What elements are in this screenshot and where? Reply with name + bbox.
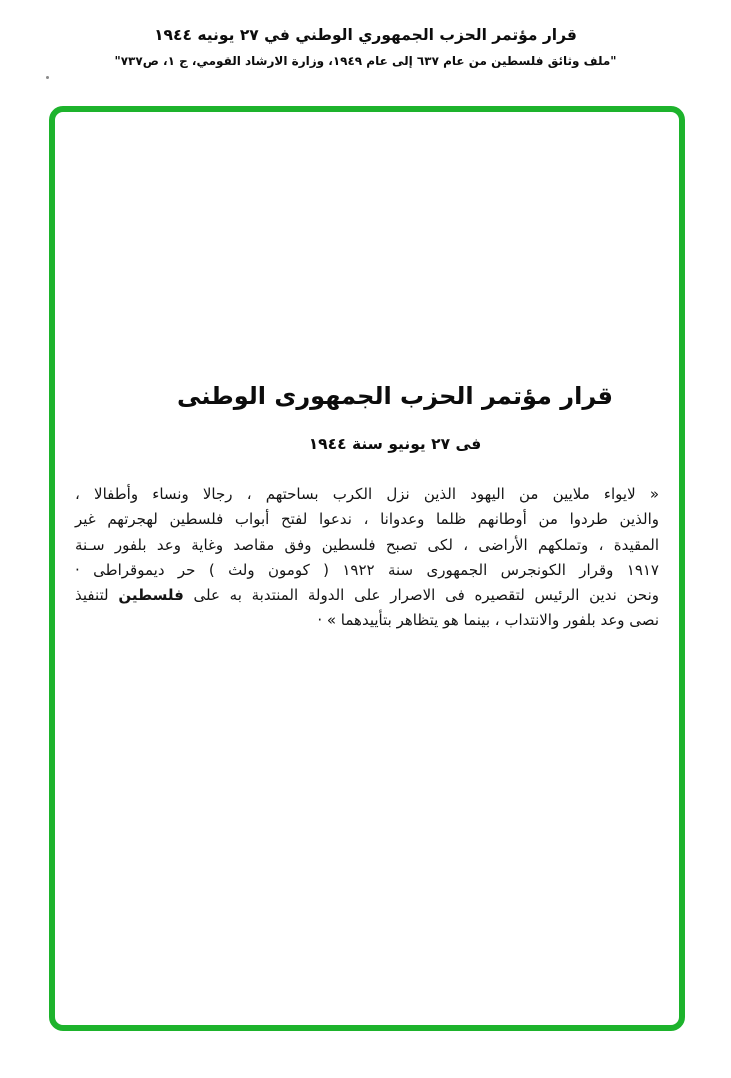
document-frame [49, 106, 685, 1031]
paragraph-line [75, 507, 659, 532]
text-segment: « لايواء ملايين من اليهود الذين نزل الكرب بساحتهم ، رجالا ونساء وأطفالا ، [75, 485, 659, 503]
document-subtitle: فى ٢٧ يونيو سنة ١٩٤٤ [308, 435, 482, 453]
paragraph-line [75, 533, 659, 558]
text-segment: لتنفيذ [75, 586, 119, 605]
text-segment: والذين طردوا من أوطانهم ظلما وعدوانا ، ندعوا لفتح أبواب فلسطين لهجرتهم غير [75, 510, 659, 529]
text-segment: المقيدة ، وتملكهم الأراضى ، لكى تصبح فلسطين وفق مقاصد وغاية وعد بلفور سـنة [75, 535, 659, 554]
scan-artifact-dot [46, 76, 49, 79]
text-segment: نصى وعد بلفور والانتداب ، بينما هو يتظاهر بتأييدهما » · [317, 611, 659, 630]
paragraph-line [75, 558, 659, 583]
paragraph-line [75, 583, 659, 608]
page-header [0, 24, 731, 69]
text-segment: ونحن ندين الرئيس لتقصيره فى الاصرار على الدولة المنتدبة به على [183, 586, 659, 605]
emphasized-word: فلسطين [118, 586, 184, 605]
text-segment: ١٩١٧ وقرار الكونجرس الجمهورى سنة ١٩٢٢ ( كومون ولث ) حر ديموقراطى · [75, 560, 659, 579]
document-title: قرار مؤتمر الحزب الجمهورى الوطنى [177, 382, 613, 410]
paragraph-line [75, 608, 659, 633]
header-source-citation: "ملف وثائق فلسطين من عام ٦٣٧ إلى عام ١٩٤٩، وزارة الارشاد القومي، ج ١، ص٧٣٧" [114, 54, 617, 68]
paragraph-line [75, 482, 659, 507]
document-paragraph [75, 482, 659, 634]
header-title: قرار مؤتمر الحزب الجمهوري الوطني في ٢٧ يونيه ١٩٤٤ [154, 26, 577, 44]
